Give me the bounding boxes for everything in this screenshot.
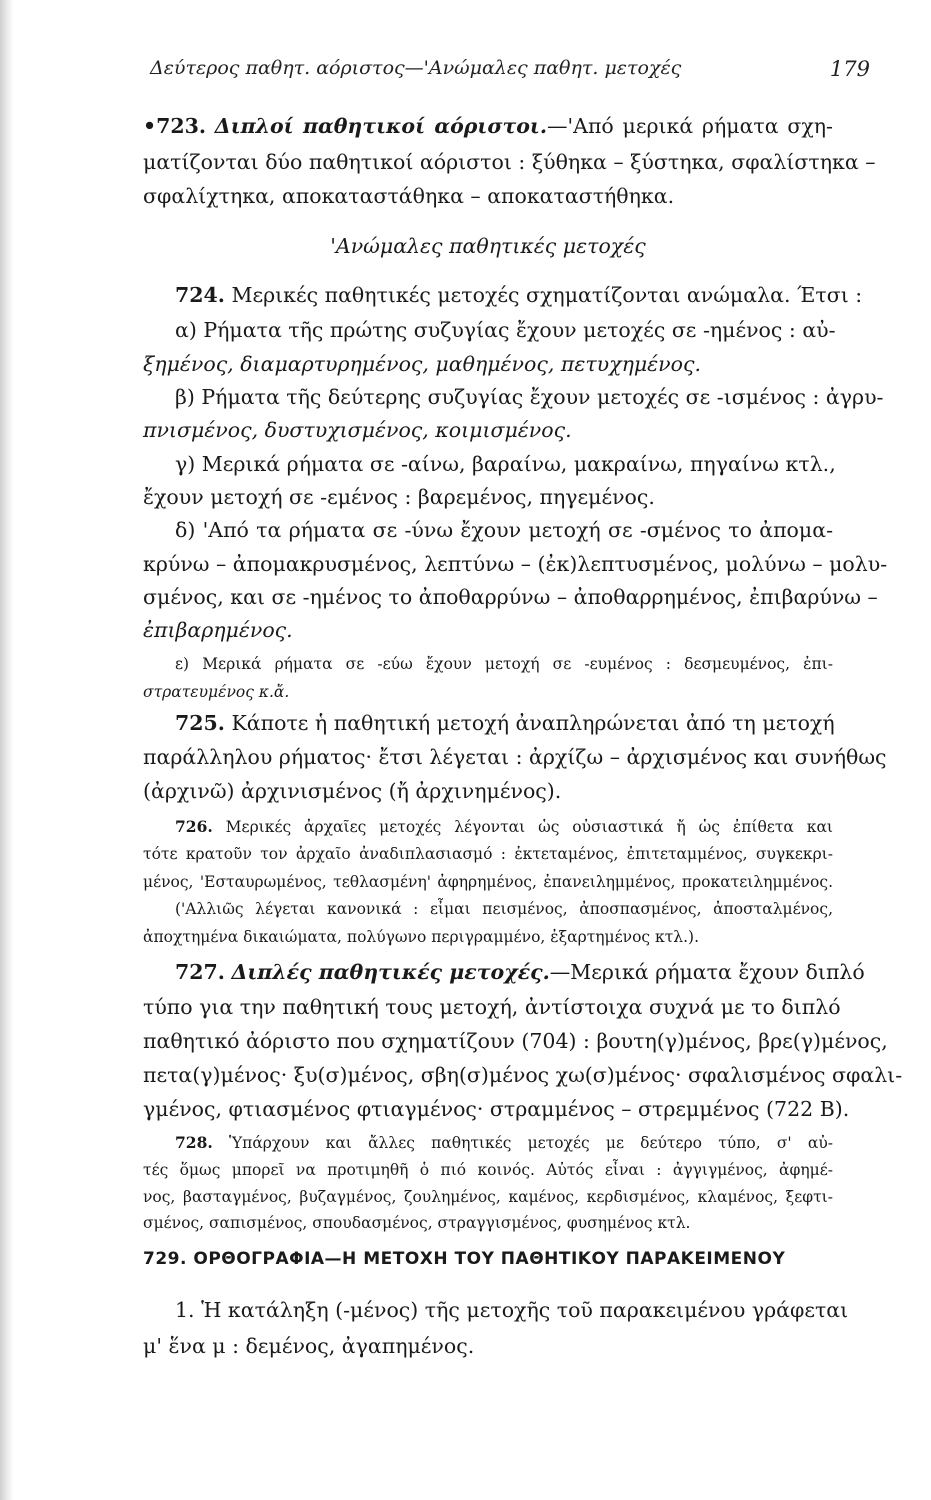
section-729-heading: 729. ΟΡΘΟΓΡΑΦΙΑ—Η ΜΕΤΟΧΗ ΤΟΥ ΠΑΘΗΤΙΚΟΥ ΠΑΡΑΚΕΙΜΕΝΟΥ: [143, 1249, 786, 1269]
section-724-e-1: ε) Μερικά ρήματα σε -εύω ἔχουν μετοχή σε -ευμένος : δεσμευμένος, ἐπι-: [175, 655, 833, 673]
section-723-title: Διπλοί παθητικοί αόριστοι.: [214, 114, 547, 138]
section-729-line-1: 1. Ἡ κατάληξη (-μένος) τῆς μετοχῆς τοῦ παρακειμένου γράφεται: [175, 1298, 849, 1322]
section-725-line-2: παράλληλου ρήματος· ἔτσι λέγεται : ἀρχίζω – ἀρχισμένος και συνήθως: [143, 745, 887, 769]
section-724-line-1: 724. Μερικές παθητικές μετοχές σχηματίζονται ανώμαλα. Έτσι :: [175, 283, 863, 307]
section-728-line-3: νος, βασταγμένος, βυζαγμένος, ζουλημένος, καμένος, κερδισμένος, κλαμένος, ξεφτι-: [143, 1188, 833, 1206]
section-723-line-3: σφαλίχτηκα, αποκαταστάθηκα – αποκαταστήθηκα.: [143, 184, 675, 208]
section-728-line-2: τές ὅμως μπορεῖ να προτιμηθῆ ὁ πιό κοινός. Αὐτός εἶναι : ἀγγιγμένος, ἀφημέ-: [143, 1161, 833, 1179]
section-724-d-3: σμένος, και σε -ημένος το ἀποθαρρύνω – ἀποθαρρημένος, ἐπιβαρύνω –: [143, 585, 878, 609]
section-725-line-1: 725. Κάποτε ἡ παθητική μετοχή ἀναπληρώνεται ἀπό τη μετοχή: [175, 711, 835, 735]
section-729-line-2: μ' ἕνα μ : δεμένος, ἀγαπημένος.: [143, 1334, 475, 1358]
section-726-line-1: 726. Μερικές ἀρχαῖες μετοχές λέγονται ὡς οὐσιαστικά ἤ ὡς ἐπίθετα και: [175, 817, 833, 836]
running-title: Δεύτερος παθητ. αόριστος—'Ανώμαλες παθητ. μετοχές: [150, 57, 682, 79]
section-725-number: 725.: [175, 711, 225, 735]
section-724-number: 724.: [175, 283, 225, 307]
section-724-b-1: β) Ρήματα τῆς δεύτερης συζυγίας ἔχουν μετοχές σε -ισμένος : ἀγρυ-: [175, 385, 884, 409]
section-724-d-1: δ) 'Από τα ρήματα σε -ύνω ἔχουν μετοχή σε -σμένος το ἀπομα-: [175, 518, 833, 542]
section-728-number: 728.: [175, 1133, 213, 1152]
section-724-e-2: στρατευμένος κ.ἄ.: [143, 683, 290, 701]
section-727-line-1: 727. Διπλές παθητικές μετοχές.—Μερικά ρήματα ἔχουν διπλό: [175, 960, 865, 984]
section-724-d-2: κρύνω – ἀπομακρυσμένος, λεπτύνω – (ἐκ)λεπτυσμένος, μολύνω – μολυ-: [143, 552, 888, 576]
section-727-number: 727.: [175, 960, 225, 984]
section-726-number: 726.: [175, 817, 213, 836]
section-726-line-4: ('Αλλιῶς λέγεται κανονικά : εἶμαι πεισμένος, ἀποσπασμένος, ἀποσταλμένος,: [175, 900, 833, 918]
section-727-line-5: γμένος, φτιασμένος φτιαγμένος· στραμμένος – στρεμμένος (722 Β).: [143, 1097, 850, 1121]
section-728-line-4: σμένος, σαπισμένος, σπουδασμένος, στραγγισμένος, φυσημένος κτλ.: [143, 1214, 691, 1232]
section-723-number: •723.: [143, 114, 207, 138]
page-binding-shadow: [0, 0, 14, 1500]
section-724-b-2: πνισμένος, δυστυχισμένος, κοιμισμένος.: [143, 418, 572, 442]
section-724-a-2: ξημένος, διαμαρτυρημένος, μαθημένος, πετυχημένος.: [143, 352, 701, 376]
section-724-c-2: ἔχουν μετοχή σε -εμένος : βαρεμένος, πηγεμένος.: [143, 485, 655, 509]
section-724-c-1: γ) Μερικά ρήματα σε -αίνω, βαραίνω, μακραίνω, πηγαίνω κτλ.,: [175, 452, 836, 476]
section-726-line-3: μένος, 'Εσταυρωμένος, τεθλασμένη' ἀφηρημένος, ἐπανειλημμένος, προκατειλημμένος.: [143, 873, 833, 891]
subheading-anomalous-participles: 'Ανώμαλες παθητικές μετοχές: [330, 234, 646, 258]
section-727-line-4: πετα(γ)μένος· ξυ(σ)μένος, σβη(σ)μένος χω(σ)μένος· σφαλισμένος σφαλι-: [143, 1063, 903, 1087]
page-number: 179: [829, 57, 870, 81]
section-728-line-1: 728. Ὑπάρχουν και ἄλλες παθητικές μετοχές με δεύτερο τύπο, σ' αὐ-: [175, 1133, 833, 1152]
section-727-line-3: παθητικό ἀόριστο που σχηματίζουν (704) : βουτη(γ)μένος, βρε(γ)μένος,: [143, 1029, 888, 1053]
section-725-line-3: (ἀρχινῶ) ἀρχινισμένος (ἤ ἀρχινημένος).: [143, 779, 562, 803]
section-727-line-2: τύπο για την παθητική τους μετοχή, ἀντίστοιχα συχνά με το διπλό: [143, 995, 841, 1019]
section-724-a-1: α) Ρήματα τῆς πρώτης συζυγίας ἔχουν μετοχές σε -ημένος : αὐ-: [175, 318, 836, 342]
section-727-title: Διπλές παθητικές μετοχές.: [231, 960, 550, 984]
section-726-line-5: ἀποχτημένα δικαιώματα, πολύγωνο περιγραμμένο, ἐξαρτημένος κτλ.).: [143, 928, 700, 946]
running-header: [150, 57, 870, 79]
section-723-line-1: •723. Διπλοί παθητικοί αόριστοι.—'Από μερικά ρήματα σχη-: [143, 114, 833, 138]
section-726-line-2: τότε κρατοῦν τον ἀρχαῖο ἀναδιπλασιασμό : ἐκτεταμένος, ἐπιτεταμμένος, συγκεκρι-: [143, 845, 833, 863]
section-723-line-2: ματίζονται δύο παθητικοί αόριστοι : ξύθηκα – ξύστηκα, σφαλίστηκα –: [143, 150, 876, 174]
section-724-d-4: ἐπιβαρημένος.: [143, 618, 293, 642]
